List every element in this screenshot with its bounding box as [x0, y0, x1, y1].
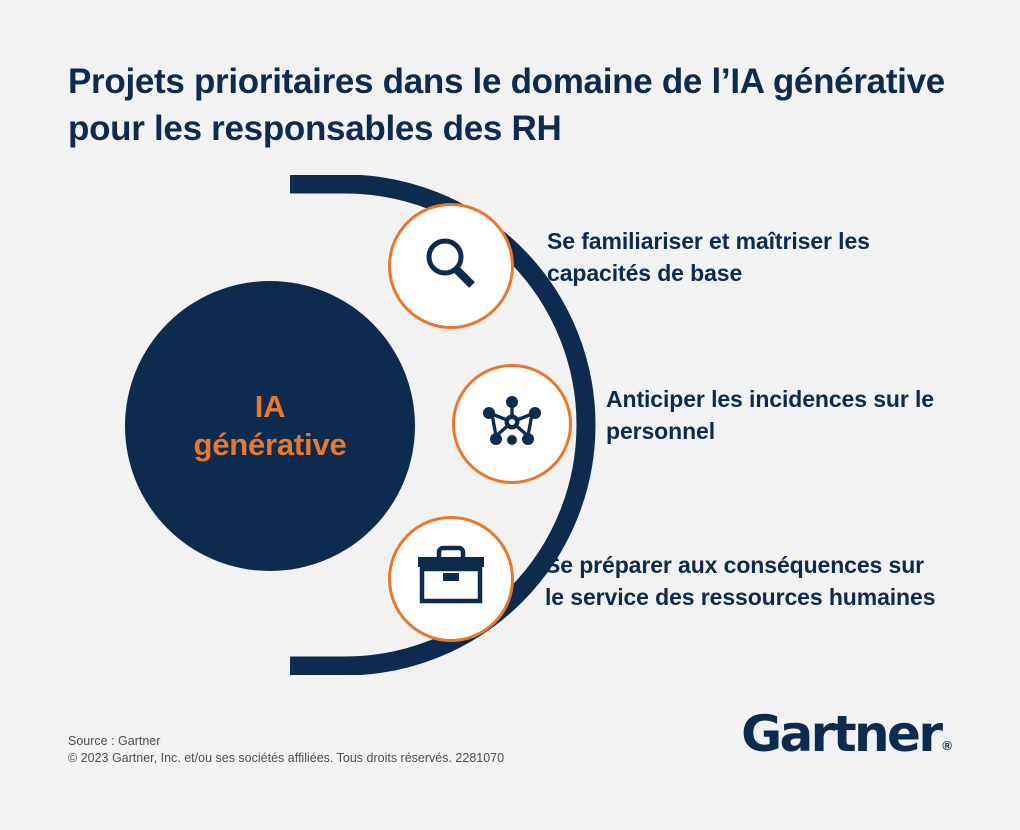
briefcase-icon	[412, 544, 490, 615]
footer	[68, 733, 504, 767]
magnifier-icon	[419, 232, 483, 301]
central-topic-line1: IA	[254, 389, 286, 424]
node-label-1: Se familiariser et maîtriser les capacités de base	[547, 228, 870, 286]
copyright-line: © 2023 Gartner, Inc. et/ou ses sociétés affiliées. Tous droits réservés. 2281070	[68, 751, 505, 765]
registered-mark-icon: ®	[942, 738, 952, 753]
gartner-logo-text: Gartner	[741, 705, 941, 763]
node-label-3: Se préparer aux conséquences sur le service des ressources humaines	[545, 552, 936, 610]
central-topic-line2: générative	[193, 427, 347, 462]
source-line: Source : Gartner	[68, 734, 161, 748]
network-nodes-icon	[476, 392, 548, 457]
page-title: Projets prioritaires dans le domaine de l’IA générative pour les responsables des RH	[68, 62, 945, 148]
node-circle-1	[388, 203, 514, 329]
gartner-logo	[741, 705, 952, 763]
node-label-2: Anticiper les incidences sur le personnel	[606, 386, 934, 444]
node-circle-3	[388, 516, 514, 642]
node-circle-2	[452, 364, 572, 484]
central-topic-circle	[125, 281, 415, 571]
